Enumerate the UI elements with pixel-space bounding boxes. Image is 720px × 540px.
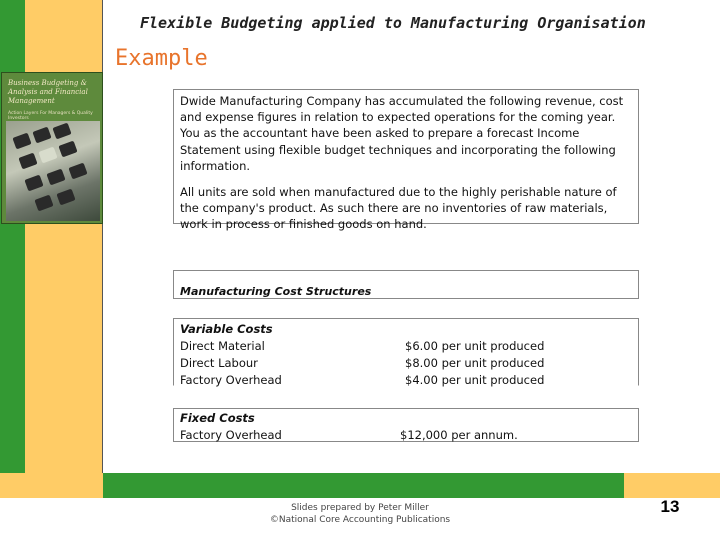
table-row (180, 427, 632, 444)
cost-amount: $4.00 per unit produced (405, 372, 545, 387)
slide-footer (240, 502, 480, 526)
cost-structures-heading-box (173, 270, 639, 299)
cost-label: Factory Overhead (180, 372, 282, 387)
table-row (180, 372, 632, 389)
variable-costs-heading: Variable Costs (180, 322, 273, 336)
footer-line-2: ©National Core Accounting Publications (269, 515, 451, 525)
bottom-right-orange-band (624, 473, 720, 498)
footer-line-1: Slides prepared by Peter Miller (291, 503, 429, 513)
keyboard-photo (6, 121, 100, 221)
cost-amount: $6.00 per unit produced (405, 338, 545, 353)
table-row (180, 355, 632, 372)
intro-paragraph-1: Dwide Manufacturing Company has accumulated the following revenue, cost and expense figures in relation to expected operations for the coming year. You as the accountant have been asked to prepare a forecast Income Statement using flexible budget techniques and incorporating the following information. (180, 94, 624, 173)
bottom-left-orange-band (0, 473, 103, 498)
slide-title: Flexible Budgeting applied to Manufacturing Organisation (140, 14, 646, 32)
intro-text-box (173, 89, 639, 232)
fixed-costs-heading: Fixed Costs (180, 411, 255, 425)
variable-costs-box (173, 318, 639, 386)
intro-paragraph-2: All units are sold when manufactured due to the highly perishable nature of the company's product. As such there are no inventories of raw materials, work in process or finished goods on hand. (180, 185, 617, 232)
page-number: 13 (660, 497, 680, 516)
table-row (180, 338, 632, 355)
slide-subtitle: Example (115, 46, 208, 71)
cost-label: Factory Overhead (180, 427, 282, 442)
left-orange-strip (25, 0, 102, 473)
cost-amount: $8.00 per unit produced (405, 355, 545, 370)
book-cover-subtitle: Action Layers For Managers & Quality Investors (8, 111, 93, 121)
cost-label: Direct Labour (180, 355, 258, 370)
bottom-green-band (103, 473, 624, 498)
cost-amount: $12,000 per annum. (400, 427, 518, 442)
cost-label: Direct Material (180, 338, 265, 353)
left-green-bar (0, 0, 25, 473)
book-cover-image (1, 72, 103, 224)
left-divider-line (102, 0, 103, 473)
book-cover-title: Business Budgeting & Analysis and Financial Management (8, 79, 88, 105)
fixed-costs-box (173, 408, 639, 442)
cost-structures-heading: Manufacturing Cost Structures (180, 285, 372, 298)
